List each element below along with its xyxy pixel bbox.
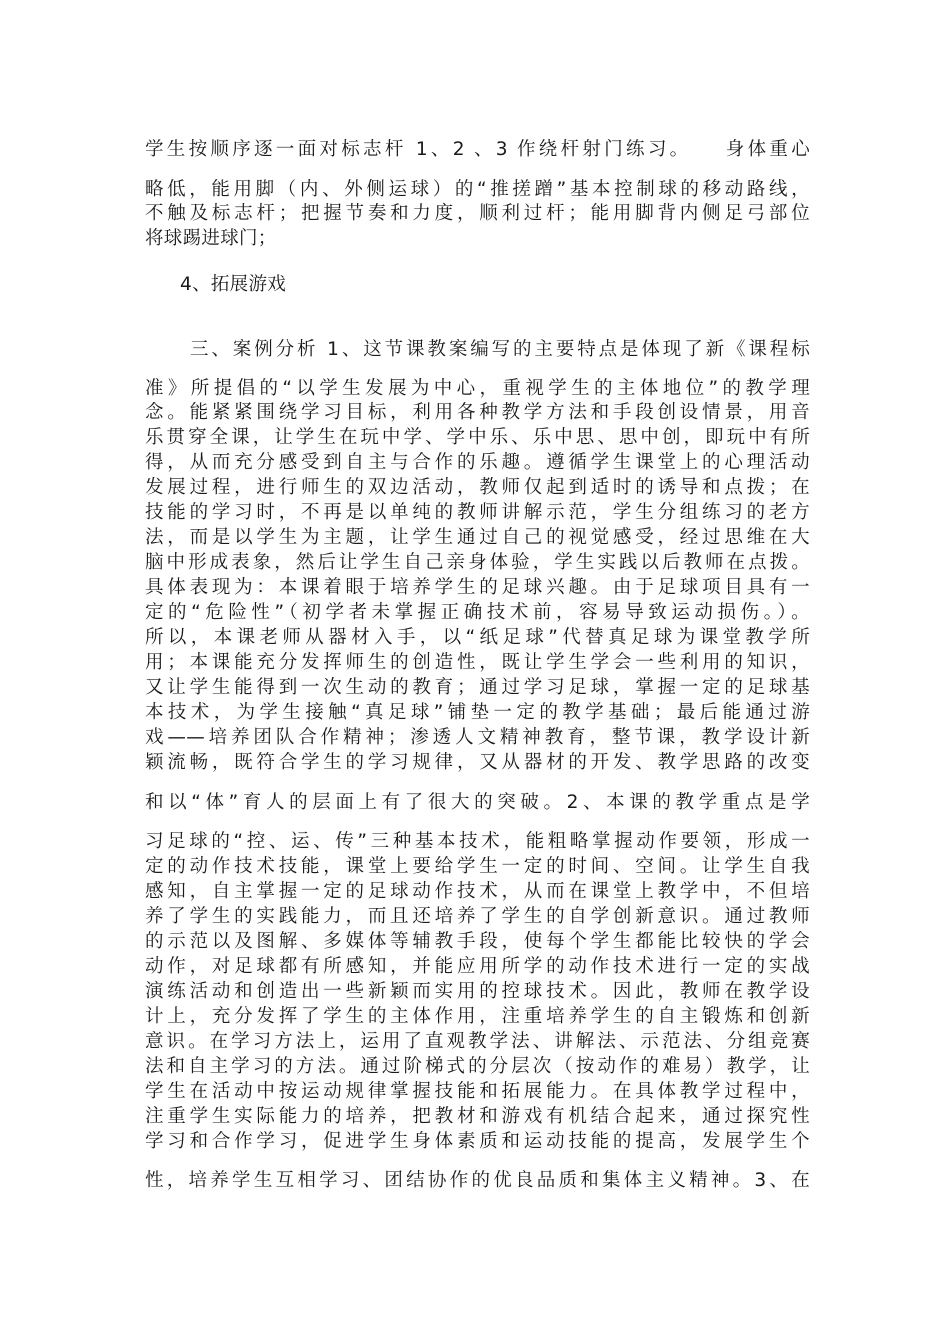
text-line: 得，从而充分感受到自主与合作的乐趣。遵循学生课堂上的心理活动 (145, 452, 810, 473)
text-line: 计上，充分发挥了学生的主体作用，注重培养学生的自主锻炼和创新 (145, 1006, 810, 1027)
text-line: 颖流畅，既符合学生的学习规律，又从器材的开发、教学思路的改变 (145, 752, 810, 773)
text-line: 动作，对足球都有所感知，并能应用所学的动作技术进行一定的实战 (145, 956, 810, 977)
text-line: 定的动作技术技能，课堂上要给学生一定的时间、空间。让学生自我 (145, 856, 810, 877)
text-line: 学生在活动中按运动规律掌握技能和拓展能力。在具体教学过程中， (145, 1081, 810, 1102)
text-line: 养了学生的实践能力，而且还培养了学生的自学创新意识。通过教师 (145, 906, 810, 927)
text-line: 念。能紧紧围绕学习目标，利用各种教学方法和手段创设情景，用音 (145, 402, 810, 423)
text-line: 又让学生能得到一次生动的教育；通过学习足球，掌握一定的足球基 (145, 677, 810, 698)
text-line: 乐贯穿全课，让学生在玩中学、学中乐、乐中思、思中创，即玩中有所 (145, 427, 810, 448)
text-line: 本技术，为学生接触“真足球”铺垫一定的教学基础；最后能通过游 (145, 702, 810, 723)
text-line: 略低，能用脚（内、外侧运球）的“推搓蹭”基本控制球的移动路线， (145, 179, 810, 200)
text-line: 用；本课能充分发挥师生的创造性，既让学生学会一些利用的知识， (145, 652, 810, 673)
text-line: 法和自主学习的方法。通过阶梯式的分层次（按动作的难易）教学，让 (145, 1056, 810, 1077)
text-line: 性，培养学生互相学习、团结协作的优良品质和集体主义精神。3、在 (145, 1170, 810, 1191)
text-line: 发展过程，进行师生的双边活动，教师仅起到适时的诱导和点拨；在 (145, 477, 810, 498)
text-line: 习足球的“控、运、传”三种基本技术，能粗略掌握动作要领，形成一 (145, 831, 810, 852)
text-line: 不触及标志杆；把握节奏和力度，顺利过杆；能用脚背内侧足弓部位 (145, 203, 810, 224)
text-line: 和以“体”育人的层面上有了很大的突破。2、本课的教学重点是学 (145, 792, 810, 813)
text-line: 法，而是以学生为主题，让学生通过自己的视觉感受，经过思维在大 (145, 527, 810, 548)
text-line: 感知，自主掌握一定的足球动作技术，从而在课堂上教学中，不但培 (145, 881, 810, 902)
text-line: 戏——培养团队合作精神；渗透人文精神教育，整节课，教学设计新 (145, 727, 810, 748)
text-line: 脑中形成表象，然后让学生自己亲身体验，学生实践以后教师在点拨。 (145, 552, 810, 573)
text-line: 意识。在学习方法上，运用了直观教学法、讲解法、示范法、分组竞赛 (145, 1031, 810, 1052)
section-heading: 三、案例分析 1、这节课教案编写的主要特点是体现了新《课程标 (190, 339, 810, 360)
text-line: 的示范以及图解、多媒体等辅教手段，使每个学生都能比较快的学会 (145, 931, 810, 952)
text-line: 演练活动和创造出一些新颖而实用的控球技术。因此，教师在教学设 (145, 981, 810, 1002)
text-line: 学生按顺序逐一面对标志杆 1、2 、3 作绕杆射门练习。 身体重心 (145, 139, 810, 160)
text-line: 准》所提倡的“以学生发展为中心，重视学生的主体地位”的教学理 (145, 378, 810, 399)
text-line: 具体表现为：本课着眼于培养学生的足球兴趣。由于足球项目具有一 (145, 577, 810, 598)
section-heading: 4、拓展游戏 (180, 274, 287, 295)
text-line: 将球踢进球门； (145, 228, 277, 249)
text-line: 注重学生实际能力的培养，把教材和游戏有机结合起来，通过探究性 (145, 1106, 810, 1127)
text-line: 技能的学习时，不再是以单纯的教师讲解示范，学生分组练习的老方 (145, 502, 810, 523)
text-line: 定的“危险性”（初学者未掌握正确技术前，容易导致运动损伤。）。 (145, 602, 810, 623)
text-line: 学习和合作学习，促进学生身体素质和运动技能的提高，发展学生个 (145, 1131, 810, 1152)
text-line: 所以，本课老师从器材入手，以“纸足球”代替真足球为课堂教学所 (145, 627, 810, 648)
